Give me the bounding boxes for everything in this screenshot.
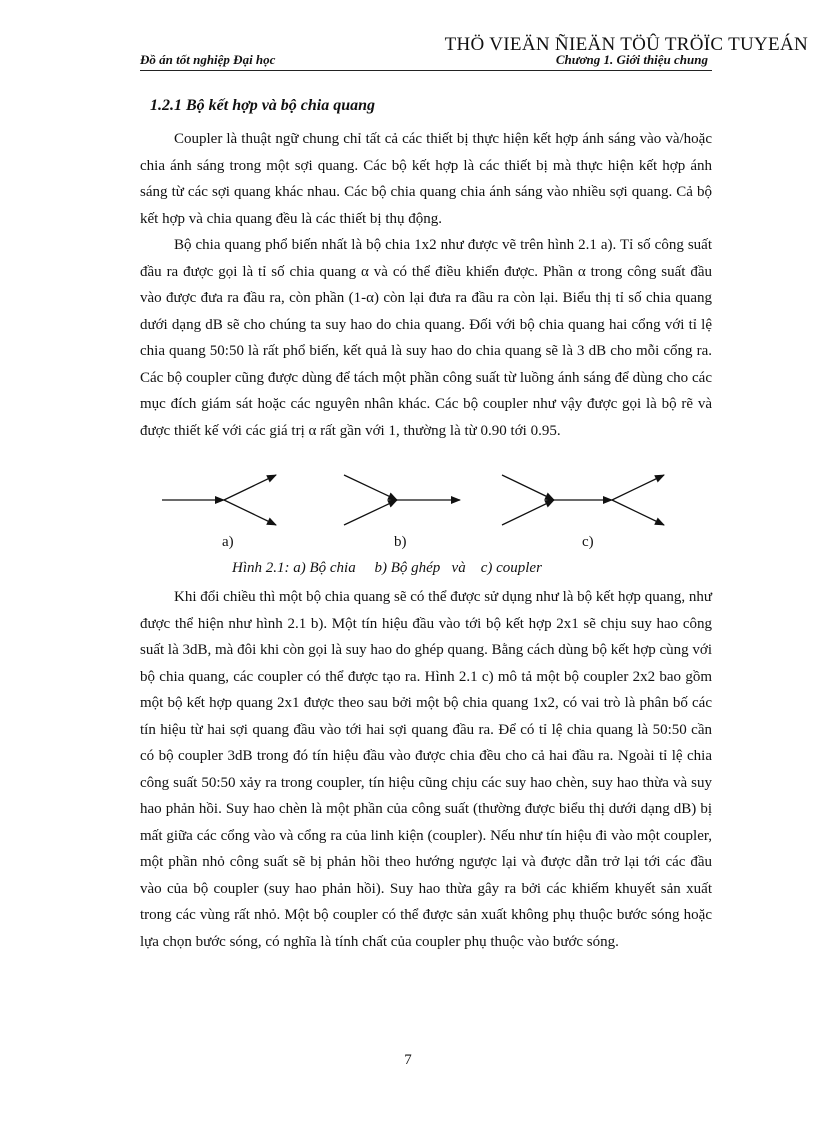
paragraph: Bộ chia quang phổ biến nhất là bộ chia 1x2 như được vẽ trên hình 2.1 a). Tỉ số công suất đầu ra được gọi là tỉ số chia quang α và có thể điều khiển được. Phần α trong công suất đầu vào được đưa ra đầu ra, còn phần (1-α) còn lại đưa ra đầu ra còn lại. Biểu thị tỉ số chia quang dưới dạng dB sẽ cho chúng ta suy hao do chia quang. Đối với bộ chia quang hai cổng với tỉ lệ chia quang 50:50 là rất phổ biến, kết quả là suy hao do chia quang sẽ là 3 dB cho mỗi cổng ra. Các bộ coupler cũng được dùng để tách một phần công suất từ luồng ánh sáng để dùng cho các mục đích giám sát hoặc các nguyên nhân khác. Các bộ coupler như vậy được gọi là bộ rẽ và được thiết kế với các giá trị α rất gần với 1, thường là từ 0.90 tới 0.95. — [140, 237, 712, 439]
splitter-diagram — [162, 475, 276, 525]
combiner-input-arrow — [344, 475, 397, 500]
figure-caption: Hình 2.1: a) Bộ chia b) Bộ ghép và c) coupler — [232, 560, 542, 576]
figure-label-c: c) — [582, 534, 594, 550]
body-text-after-figure — [140, 584, 712, 955]
paragraph: Coupler là thuật ngữ chung chỉ tất cả các thiết bị thực hiện kết hợp ánh sáng vào và/hoặc chia ánh sáng trong một sợi quang. Các bộ kết hợp là các thiết bị mà thực hiện kết hợp ánh sáng từ các sợi quang khác nhau. Các bộ chia quang chia ánh sáng vào nhiều sợi quang. Cả bộ kết hợp và chia quang đều là các thiết bị thụ động. — [140, 131, 712, 227]
header-rule — [140, 70, 712, 71]
figure-coupler-diagram — [150, 472, 670, 532]
paragraph: Khi đổi chiều thì một bộ chia quang sẽ có thể được sử dụng như là bộ kết hợp quang, như được thể hiện như hình 2.1 b). Một tín hiệu đầu vào tới bộ kết hợp 2x1 sẽ chịu suy hao công suất là 3dB, mà đôi khi còn gọi là suy hao do ghép quang. Bằng cách dùng bộ kết hợp cùng với bộ chia quang, các coupler có thể được tạo ra. Hình 2.1 c) mô tả một bộ coupler 2x2 bao gồm một bộ kết hợp quang 2x1 được theo sau bởi một bộ chia quang 1x2, có vai trò là phân bố các tín hiệu từ hai sợi quang đầu vào tới hai sợi quang đầu ra. Để có tỉ lệ chia quang là 50:50 cần có bộ coupler 3dB trong đó tín hiệu đầu vào được chia đều cho cả hai đầu ra. Ngoài tỉ lệ chia công suất 50:50 xảy ra trong coupler, tín hiệu cũng chịu các suy hao chèn, suy hao thừa và suy hao phản hồi. Suy hao chèn là một phần của công suất (thường được biểu thị dưới dạng dB) bị mất giữa các cổng vào và cổng ra của linh kiện (coupler). Nếu như tín hiệu đi vào một coupler, một phần nhỏ công suất sẽ bị phản hồi theo hướng ngược lại và được dẫn trở lại tới các đầu vào của bộ coupler (suy hao phản hồi). Suy hao thừa gây ra bởi các khiếm khuyết sản xuất trong các vùng rất nhỏ. Một bộ coupler có thể được sản xuất không phụ thuộc bước sóng hoặc lựa chọn bước sóng, có nghĩa là tính chất của coupler phụ thuộc vào bước sóng. — [140, 589, 713, 950]
page-number: 7 — [404, 1052, 412, 1068]
header-chapter-title: Chương 1. Giới thiệu chung — [555, 52, 708, 67]
section-heading: 1.2.1 Bộ kết hợp và bộ chia quang — [150, 97, 376, 114]
figure-label-a: a) — [222, 534, 234, 550]
combiner-input-arrow — [344, 500, 397, 525]
splitter-output-arrow — [224, 500, 276, 525]
watermark-text: THÖ VIEÄN ÑIEÄN TÖÛ TRÖÏC TUYEÁN — [444, 34, 808, 55]
coupler-input-arrow — [502, 500, 554, 525]
header-document-title: Đồ án tốt nghiệp Đại học — [140, 52, 276, 67]
coupler-output-arrow — [612, 500, 664, 525]
coupler-output-arrow — [612, 475, 664, 500]
combiner-diagram — [344, 475, 460, 525]
splitter-output-arrow — [224, 475, 276, 500]
body-text-before-figure — [140, 126, 712, 444]
coupler-diagram — [502, 475, 664, 525]
figure-label-b: b) — [394, 534, 407, 550]
coupler-input-arrow — [502, 475, 554, 500]
